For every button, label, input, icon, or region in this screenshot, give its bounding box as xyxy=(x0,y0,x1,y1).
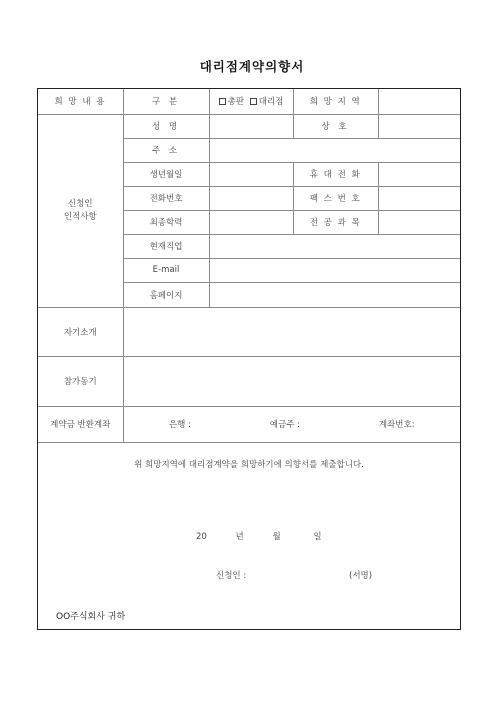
general-checkbox[interactable] xyxy=(219,98,226,105)
fax-field[interactable] xyxy=(378,186,460,210)
birth-date-field[interactable] xyxy=(209,162,293,186)
refund-account-label: 계약금 반환계좌 xyxy=(38,406,123,442)
fax-label: 팩 스 번 호 xyxy=(293,186,378,210)
table-row xyxy=(38,406,460,442)
hope-content-label: 희 망 내 용 xyxy=(38,89,123,114)
year-prefix: 20 xyxy=(196,531,207,542)
occupation-label: 현재직업 xyxy=(123,234,209,258)
declaration-statement: 위 희망지역에 대리점계약을 희망하기에 의향서를 제출합니다. xyxy=(134,459,364,470)
mobile-field[interactable] xyxy=(378,162,460,186)
date-line xyxy=(196,530,322,542)
table-row xyxy=(38,356,460,406)
general-option-label: 총판 xyxy=(227,97,245,108)
education-label: 최종학력 xyxy=(123,210,209,234)
month-label: 월 xyxy=(272,531,281,542)
account-number-label[interactable]: 계좌번호: xyxy=(378,420,415,430)
address-label: 주 소 xyxy=(123,138,209,162)
declaration-section xyxy=(38,442,460,628)
self-intro-label: 자기소개 xyxy=(38,307,123,356)
addressee: OO주식회사 귀하 xyxy=(56,611,126,622)
page-title: 대리점계약의향서 xyxy=(199,59,305,74)
depositor-label[interactable]: 예금주 : xyxy=(269,420,300,430)
category-label: 구 분 xyxy=(123,89,209,114)
phone-field[interactable] xyxy=(209,186,293,210)
name-field[interactable] xyxy=(209,114,293,138)
self-intro-field[interactable] xyxy=(123,307,460,356)
table-row xyxy=(38,442,460,628)
category-options xyxy=(209,89,293,114)
agency-option-label: 대리점 xyxy=(258,97,284,108)
hope-region-field[interactable] xyxy=(378,89,460,114)
major-field[interactable] xyxy=(378,210,460,234)
email-field[interactable] xyxy=(209,258,460,282)
year-label: 년 xyxy=(235,531,244,542)
birth-date-label: 생년월일 xyxy=(123,162,209,186)
table-row xyxy=(38,307,460,356)
trade-name-field[interactable] xyxy=(378,114,460,138)
applicant-table xyxy=(38,89,460,628)
table-row xyxy=(38,114,460,138)
mobile-label: 휴 대 전 화 xyxy=(293,162,378,186)
homepage-label: 홈페이지 xyxy=(123,282,209,307)
trade-name-label: 상 호 xyxy=(293,114,378,138)
bank-label[interactable]: 은행 : xyxy=(168,420,191,430)
applicant-info-label: 신청인 인적사항 xyxy=(38,114,123,307)
refund-account-field xyxy=(123,406,460,442)
major-label: 전 공 과 목 xyxy=(293,210,378,234)
homepage-field[interactable] xyxy=(209,282,460,307)
occupation-field[interactable] xyxy=(209,234,460,258)
education-field[interactable] xyxy=(209,210,293,234)
table-row xyxy=(38,89,460,114)
motivation-field[interactable] xyxy=(123,356,460,406)
hope-region-label: 희 망 지 역 xyxy=(293,89,378,114)
name-label: 성 명 xyxy=(123,114,209,138)
agency-checkbox[interactable] xyxy=(250,98,257,105)
signature-mark: (서명) xyxy=(349,570,373,581)
day-label: 일 xyxy=(313,531,322,542)
application-form xyxy=(37,88,461,630)
motivation-label: 참가동기 xyxy=(38,356,123,406)
phone-label: 전화번호 xyxy=(123,186,209,210)
address-field[interactable] xyxy=(209,138,460,162)
applicant-sign-label: 신청인 : xyxy=(216,570,247,581)
email-label: E-mail xyxy=(123,258,209,282)
